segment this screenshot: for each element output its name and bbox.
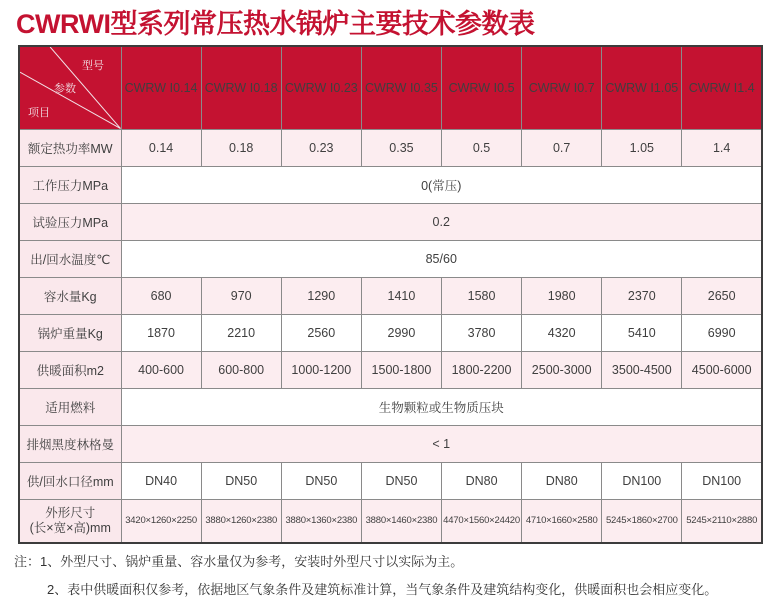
header-model-cell: CWRW Ⅰ0.5 (442, 46, 522, 129)
data-cell: 1290 (281, 277, 361, 314)
data-cell: 1580 (442, 277, 522, 314)
data-cell: 2500-3000 (522, 351, 602, 388)
data-cell: 4710×1660×2580 (522, 499, 602, 543)
data-cell: 680 (121, 277, 201, 314)
table-body (19, 129, 762, 543)
header-model-cell: CWRW Ⅰ1.4 (682, 46, 762, 129)
data-cell: 2650 (682, 277, 762, 314)
data-cell: 4470×1560×24420 (442, 499, 522, 543)
data-cell: 2210 (201, 314, 281, 351)
table-row (19, 277, 762, 314)
data-cell: 0.23 (281, 129, 361, 166)
table-row (19, 166, 762, 203)
data-cell: DN80 (442, 462, 522, 499)
parameters-table (18, 45, 763, 544)
header-model-cell: CWRW Ⅰ1.05 (602, 46, 682, 129)
row-label-cell: 供暖面积m2 (19, 351, 121, 388)
table-header-row (19, 46, 762, 129)
note-line-1: 注：1、外型尺寸、锅炉重量、容水量仅为参考，安装时外型尺寸以实际为主。 (14, 554, 464, 569)
row-label-cell: 额定热功率MW (19, 129, 121, 166)
data-cell: 2370 (602, 277, 682, 314)
data-cell: 0.7 (522, 129, 602, 166)
data-cell: 1.05 (602, 129, 682, 166)
header-model-cell: CWRW Ⅰ0.7 (522, 46, 602, 129)
merged-value-cell: 0.2 (121, 203, 762, 240)
data-cell: DN40 (121, 462, 201, 499)
data-cell: DN100 (682, 462, 762, 499)
data-cell: 3880×1460×2380 (361, 499, 441, 543)
data-cell: 5245×2110×2880 (682, 499, 762, 543)
data-cell: 400-600 (121, 351, 201, 388)
page-title: CWRWI型系列常压热水锅炉主要技术参数表 (16, 9, 535, 39)
header-model-cell: CWRW Ⅰ0.14 (121, 46, 201, 129)
data-cell: 3880×1360×2380 (281, 499, 361, 543)
data-cell: 6990 (682, 314, 762, 351)
data-cell: 4500-6000 (682, 351, 762, 388)
data-cell: 0.18 (201, 129, 281, 166)
data-cell: 3500-4500 (602, 351, 682, 388)
data-cell: 600-800 (201, 351, 281, 388)
row-label-cell: 排烟黑度林格曼 (19, 425, 121, 462)
data-cell: 1410 (361, 277, 441, 314)
data-cell: 2990 (361, 314, 441, 351)
data-cell: DN100 (602, 462, 682, 499)
corner-param-label: 参数 (54, 83, 76, 95)
data-cell: 3420×1260×2250 (121, 499, 201, 543)
table-row (19, 129, 762, 166)
notes (14, 548, 717, 604)
table-row (19, 388, 762, 425)
data-cell: 0.5 (442, 129, 522, 166)
data-cell: 1.4 (682, 129, 762, 166)
merged-value-cell: 生物颗粒或生物质压块 (121, 388, 762, 425)
row-label-cell: 外形尺寸 (长×宽×高)mm (19, 499, 121, 543)
table-row (19, 203, 762, 240)
header-model-cell: CWRW Ⅰ0.23 (281, 46, 361, 129)
data-cell: 1870 (121, 314, 201, 351)
data-cell: 5410 (602, 314, 682, 351)
table-row (19, 351, 762, 388)
row-label-cell: 供/回水口径mm (19, 462, 121, 499)
data-cell: 5245×1860×2700 (602, 499, 682, 543)
table-row (19, 314, 762, 351)
merged-value-cell: 85/60 (121, 240, 762, 277)
header-model-cell: CWRW Ⅰ0.35 (361, 46, 441, 129)
data-cell: 4320 (522, 314, 602, 351)
row-label-cell: 出/回水温度℃ (19, 240, 121, 277)
table-row (19, 425, 762, 462)
data-cell: 1500-1800 (361, 351, 441, 388)
row-label-cell: 适用燃料 (19, 388, 121, 425)
corner-model-label: 型号 (82, 60, 104, 72)
corner-cell (19, 46, 121, 129)
data-cell: 0.35 (361, 129, 441, 166)
data-cell: 1000-1200 (281, 351, 361, 388)
row-label-cell: 试验压力MPa (19, 203, 121, 240)
data-cell: DN50 (361, 462, 441, 499)
data-cell: 3780 (442, 314, 522, 351)
data-cell: 0.14 (121, 129, 201, 166)
data-cell: 1800-2200 (442, 351, 522, 388)
merged-value-cell: 0(常压) (121, 166, 762, 203)
corner-item-label: 项目 (28, 107, 50, 119)
data-cell: 2560 (281, 314, 361, 351)
merged-value-cell: < 1 (121, 425, 762, 462)
data-cell: 1980 (522, 277, 602, 314)
header-model-cell: CWRW Ⅰ0.18 (201, 46, 281, 129)
data-cell: DN50 (201, 462, 281, 499)
data-cell: DN80 (522, 462, 602, 499)
table-row (19, 462, 762, 499)
row-label-cell: 容水量Kg (19, 277, 121, 314)
data-cell: 970 (201, 277, 281, 314)
data-cell: 3880×1260×2380 (201, 499, 281, 543)
row-label-cell: 锅炉重量Kg (19, 314, 121, 351)
row-label-cell: 工作压力MPa (19, 166, 121, 203)
table-row (19, 499, 762, 543)
table-row (19, 240, 762, 277)
note-line-2: 2、表中供暖面积仅参考，依据地区气象条件及建筑标准计算，当气象条件及建筑结构变化，供暖面积也会相应变化。 (47, 582, 718, 597)
data-cell: DN50 (281, 462, 361, 499)
